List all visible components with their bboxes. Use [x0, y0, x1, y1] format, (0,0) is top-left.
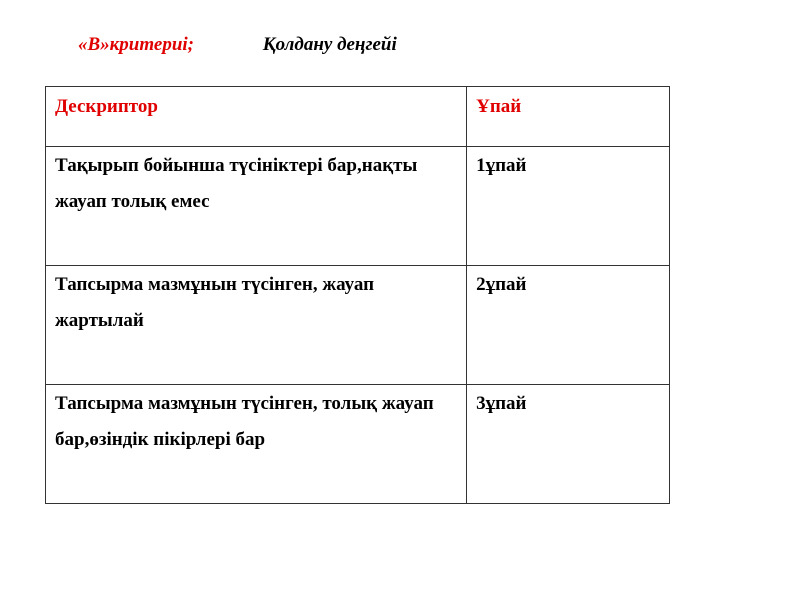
table-row [46, 266, 670, 385]
descriptor-cell: Тақырып бойынша түсініктері бар,нақты жауап толық емес [46, 147, 467, 266]
level-label: Қолдану деңгейі [262, 34, 397, 55]
slide-header [78, 34, 397, 56]
score-cell: 3ұпай [467, 385, 670, 504]
table-row [46, 147, 670, 266]
descriptor-cell: Тапсырма мазмұнын түсінген, толық жауап бар,өзіндік пікірлері бар [46, 385, 467, 504]
descriptor-cell: Тапсырма мазмұнын түсінген, жауап жартылай [46, 266, 467, 385]
criterion-label: «В»критериі; [78, 34, 195, 55]
rubric-table [45, 86, 670, 504]
table-row [46, 385, 670, 504]
score-cell: 2ұпай [467, 266, 670, 385]
score-cell: 1ұпай [467, 147, 670, 266]
column-header-descriptor: Дескриптор [46, 87, 467, 147]
table-header-row [46, 87, 670, 147]
column-header-score: Ұпай [467, 87, 670, 147]
